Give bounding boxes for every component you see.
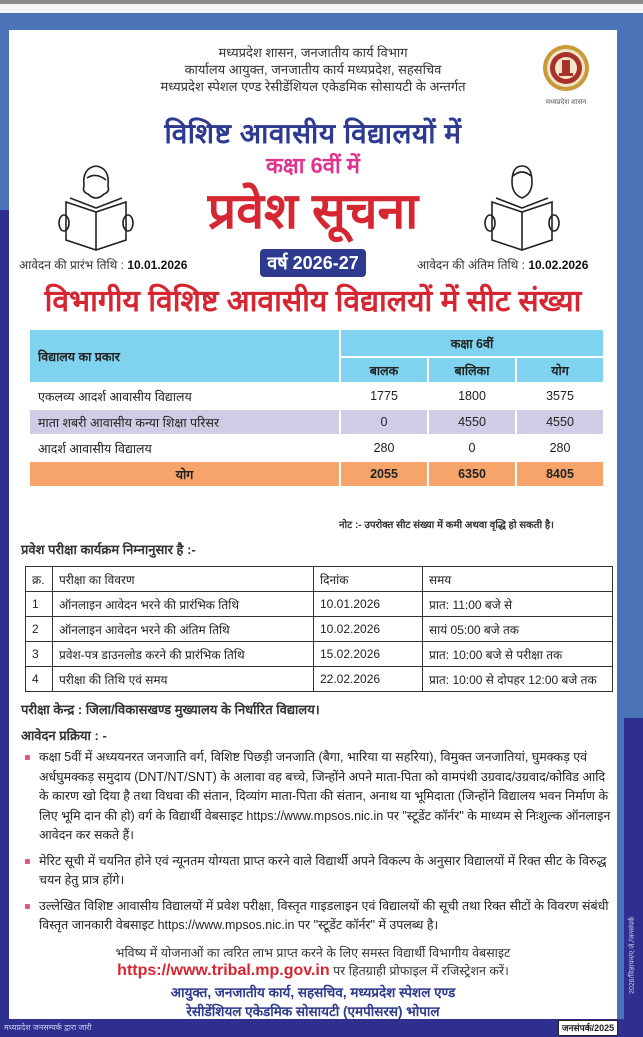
registration-line-2 bbox=[9, 962, 617, 980]
boys-count: 280 bbox=[340, 435, 428, 461]
bullet-icon bbox=[25, 904, 30, 909]
list-item-text: उल्लेखित विशिष्ट आवासीय विद्यालयों में प्रवेश परीक्षा, विस्तृत गाइडलाइन एवं विद्यालयों की सूची तथा रिक्त सीटों के विवरण संबंधी विस्तृत जानकारी वेबसाइट https://www.mpsos.nic.in पर "स्टूडेंट कॉर्नर" में उपलब्ध है। bbox=[39, 898, 609, 932]
girls-count: 4550 bbox=[428, 409, 516, 435]
registration-line-2-rest: पर हितग्राही प्रोफाइल में रजिस्ट्रेशन करें। bbox=[329, 964, 509, 978]
girl-reading-icon bbox=[56, 160, 136, 252]
col-serial: क्र. bbox=[26, 567, 53, 592]
girls-count: 1800 bbox=[428, 383, 516, 409]
seat-count-table bbox=[28, 328, 605, 488]
time: सायं 05:00 बजे तक bbox=[423, 617, 613, 642]
start-date-label: आवेदन की प्रारंभ तिथि : bbox=[19, 258, 128, 272]
signoff-line-1: आयुक्त, जनजातीय कार्य, सहसचिव, मध्यप्रदेश स्पेशल एण्ड bbox=[170, 985, 456, 1000]
description: ऑनलाइन आवेदन भरने की अंतिम तिथि bbox=[53, 617, 314, 642]
total-count: 280 bbox=[516, 435, 604, 461]
notice-panel bbox=[9, 30, 617, 1019]
header-line-2: कार्यालय आयुक्त, जनजातीय कार्य मध्यप्रदेश, सहसचिव bbox=[184, 62, 442, 77]
title-line-2: कक्षा 6वीं में bbox=[266, 153, 360, 178]
list-item bbox=[23, 748, 611, 846]
school-type: आदर्श आवासीय विद्यालय bbox=[29, 435, 340, 461]
school-type: माता शबरी आवासीय कन्या शिक्षा परिसर bbox=[29, 409, 340, 435]
boys-count: 0 bbox=[340, 409, 428, 435]
start-date-value: 10.01.2026 bbox=[127, 258, 188, 272]
session-year-badge: वर्ष 2026-27 bbox=[260, 249, 366, 277]
list-item bbox=[23, 852, 611, 891]
schedule-header-row bbox=[26, 567, 613, 592]
serial: 1 bbox=[26, 592, 53, 617]
description: ऑनलाइन आवेदन भरने की प्रारंभिक तिथि bbox=[53, 592, 314, 617]
time: प्रात: 11:00 बजे से bbox=[423, 592, 613, 617]
application-process-title: आवेदन प्रक्रिया : - bbox=[21, 728, 107, 743]
end-date-value: 10.02.2026 bbox=[528, 258, 589, 272]
issuer-credit: मध्यप्रदेश जनसम्पर्क द्वारा जारी bbox=[4, 1023, 92, 1032]
serial: 2 bbox=[26, 617, 53, 642]
table-row bbox=[26, 592, 613, 617]
date: 10.02.2026 bbox=[314, 617, 423, 642]
serial: 3 bbox=[26, 642, 53, 667]
list-item-text: मेरिट सूची में चयनित होने एवं न्यूनतम योग्यता प्राप्त करने वाले विद्यार्थी अपने विकल्प के अनुसार विद्यालयों में रिक्त सीट के विरुद्ध चयन हेतु प्रात्र होंगे। bbox=[39, 853, 607, 887]
title-line-1: विशिष्ट आवासीय विद्यालयों में bbox=[164, 118, 462, 149]
time: प्रात: 10:00 बजे से परीक्षा तक bbox=[423, 642, 613, 667]
table-row bbox=[26, 667, 613, 692]
emblem-caption: मध्यप्रदेश शासन bbox=[545, 99, 587, 106]
application-end-date bbox=[417, 256, 588, 273]
total-count: 3575 bbox=[516, 383, 604, 409]
table-total-row bbox=[29, 461, 604, 487]
date: 15.02.2026 bbox=[314, 642, 423, 667]
school-type: एकलव्य आदर्श आवासीय विद्यालय bbox=[29, 383, 340, 409]
total-count: 4550 bbox=[516, 409, 604, 435]
boy-reading-icon bbox=[482, 160, 562, 252]
grand-total: 8405 bbox=[516, 461, 604, 487]
registration-notice bbox=[9, 944, 617, 980]
schedule-title: प्रवेश परीक्षा कार्यक्रम निम्नानुसार है :- bbox=[21, 542, 196, 557]
top-margin bbox=[0, 4, 643, 13]
girls-total: 6350 bbox=[428, 461, 516, 487]
table-row bbox=[26, 617, 613, 642]
application-start-date bbox=[19, 256, 187, 273]
date: 22.02.2026 bbox=[314, 667, 423, 692]
table-row bbox=[29, 435, 604, 461]
seat-note: नोट :- उपरोक्त सीट संख्या में कमी अथवा वृद्धि हो सकती है। bbox=[339, 520, 554, 531]
description: प्रवेश-पत्र डाउनलोड करने की प्रारंभिक तिथि bbox=[53, 642, 314, 667]
col-group-class6: कक्षा 6वीं bbox=[340, 329, 604, 357]
exam-schedule-table bbox=[25, 566, 613, 692]
serial: 4 bbox=[26, 667, 53, 692]
description: परीक्षा की तिथि एवं समय bbox=[53, 667, 314, 692]
table-row bbox=[29, 409, 604, 435]
tribal-website-link[interactable]: https://www.tribal.mp.gov.in bbox=[117, 962, 330, 979]
signoff-line-2: रेसीडेंशियल एकेडमिक सोसायटी (एमपीसरस) भोपाल bbox=[186, 1004, 440, 1019]
col-girls: बालिका bbox=[428, 357, 516, 383]
reference-badge: जनसंपर्क/2025 bbox=[558, 1020, 618, 1036]
application-process-list bbox=[23, 748, 611, 942]
col-time: समय bbox=[423, 567, 613, 592]
side-reference-text: 2026/विज्ञापन/ए.जे./जनसंपर्क bbox=[629, 916, 636, 994]
header-block bbox=[9, 44, 617, 95]
table-row bbox=[29, 383, 604, 409]
time: प्रात: 10:00 से दोपहर 12:00 बजे तक bbox=[423, 667, 613, 692]
col-total: योग bbox=[516, 357, 604, 383]
header-line-3: मध्यप्रदेश स्पेशल एण्ड रेसीडेंशियल एकेडमिक सोसायटी के अन्तर्गत bbox=[160, 79, 466, 94]
signoff-block bbox=[9, 983, 617, 1021]
col-date: दिनांक bbox=[314, 567, 423, 592]
bullet-icon bbox=[25, 755, 30, 760]
total-label: योग bbox=[29, 461, 340, 487]
bullet-icon bbox=[25, 859, 30, 864]
col-boys: बालक bbox=[340, 357, 428, 383]
boys-count: 1775 bbox=[340, 383, 428, 409]
seat-count-title: विभागीय विशिष्ट आवासीय विद्यालयों में सीट संख्या bbox=[44, 285, 582, 318]
col-school-type: विद्यालय का प्रकार bbox=[29, 329, 340, 383]
end-date-label: आवेदन की अंतिम तिथि : bbox=[417, 258, 529, 272]
mp-government-emblem-icon bbox=[542, 44, 590, 92]
boys-total: 2055 bbox=[340, 461, 428, 487]
date: 10.01.2026 bbox=[314, 592, 423, 617]
girls-count: 0 bbox=[428, 435, 516, 461]
list-item-text: कक्षा 5वीं में अध्ययनरत जनजाति वर्ग, विशिष्ट पिछड़ी जनजाति (बैगा, भारिया या सहरिया), विमुक्त जनजातियां, घुमक्कड़ एवं अर्धघुमक्कड़ समुदाय (DNT/NT/SNT) के अलावा वह बच्चे, जिन्होंने अपने माता-पिता को वामपंथी उग्रवाद/उग्रवाद/कोविड आदि के कारण खो दिया है तथा विधवा की संतान, दिव्यांग माता-पिता की संतान, अनाथ या भूमिदाता (जिन्होंने विद्यालय भवन निर्माण के लिए भूमि दान की हो) वर्ग के विद्यार्थी वेबसाइट https://www.mpsos.nic.in पर "स्टूडेंट कॉर्नर" के माध्यम से निःशुल्क ऑनलाइन आवेदन कर सकते हैं। bbox=[39, 750, 611, 842]
list-item bbox=[23, 897, 611, 936]
col-description: परीक्षा का विवरण bbox=[53, 567, 314, 592]
frame-accent-bottom bbox=[0, 1019, 643, 1037]
registration-line-1: भविष्य में योजनाओं का त्वरित लाभ प्राप्त करने के लिए समस्त विद्यार्थी विभागीय वेबसाइट bbox=[115, 946, 511, 960]
main-title: प्रवेश सूचना bbox=[207, 183, 419, 239]
table-row bbox=[26, 642, 613, 667]
exam-centre: परीक्षा केन्द्र : जिला/विकासखण्ड मुख्यालय के निर्धारित विद्यालय। bbox=[21, 702, 320, 717]
header-line-1: मध्यप्रदेश शासन, जनजातीय कार्य विभाग bbox=[218, 45, 408, 60]
